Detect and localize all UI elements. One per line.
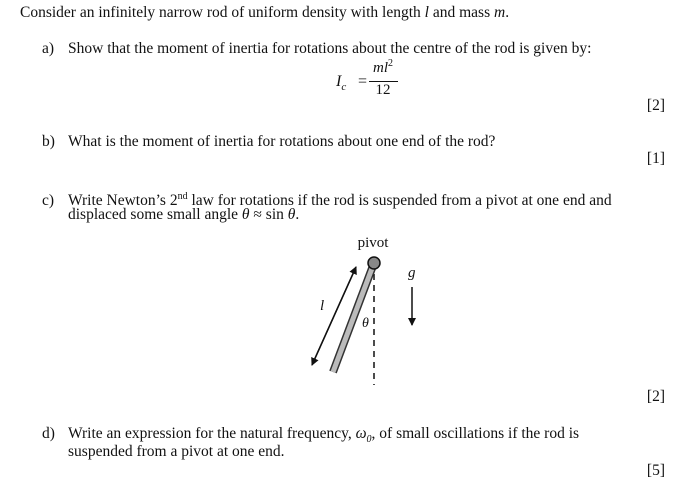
gravity-label: g (408, 265, 416, 281)
question-text: Show that the moment of inertia for rotations about the centre of the rod is given by: (68, 40, 592, 57)
pendulum-diagram (290, 225, 440, 390)
marks-a: [2] (646, 97, 665, 114)
marks-b: [1] (646, 150, 665, 167)
fraction-numerator: $ml^2$ (373, 58, 393, 76)
pivot-circle (368, 257, 380, 269)
question-c-line1: c) Write Newton’s 2nd law for rotations if the rod is suspended from a pivot at one end and (42, 191, 612, 210)
length-label: l (320, 298, 325, 314)
question-d-line2: suspended from a pivot at one end. (68, 443, 285, 460)
question-a (42, 40, 591, 58)
intro-text: Consider an infinitely narrow rod of uniform density with length l and mass m. (20, 4, 510, 21)
question-label: c) (42, 192, 55, 210)
question-text: What is the moment of inertia for rotations about one end of the rod? (68, 133, 496, 150)
marks-c: [2] (646, 388, 665, 405)
inertia-formula: $I_c$ = $ml^2$ 12 (334, 62, 404, 102)
pivot-label: pivot (357, 235, 389, 251)
question-label: d) (42, 425, 55, 442)
fraction-denominator: 12 (375, 82, 391, 98)
question-label: b) (42, 133, 55, 150)
question-c-line2: displaced some small angle θ ≈ sin θ. (68, 206, 300, 223)
length-arrow-up (312, 267, 356, 365)
theta-label: θ (362, 316, 369, 331)
question-b (42, 133, 495, 151)
question-label: a) (42, 40, 55, 57)
marks-d: [5] (646, 462, 665, 479)
question-d-line1: d) Write an expression for the natural frequency, $\omega_0$, of small oscillations if the rod is (42, 425, 580, 446)
